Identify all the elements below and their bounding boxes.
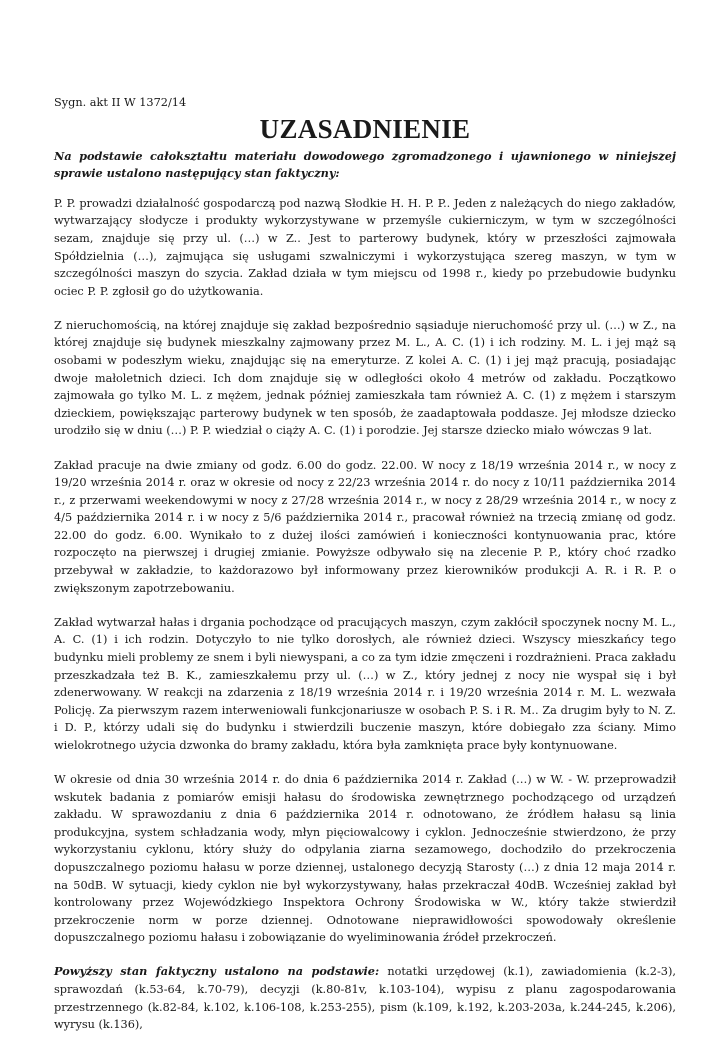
- paragraph: P. P. prowadzi działalność gospodarczą pod nazwą Słodkie H. H. P. P.. Jeden z należących do niego zakładów, wytwarzający słodycze i produkty wykorzystywane w przemyśle cukierniczym, w tym w szczególności sezam, znajduje się przy ul. (…) w Z.. Jest to parterowy budynek, który w przeszłości zajmowała Spółdzielnia (…), zajmująca się usługami szwalniczymi i wykorzystująca szereg maszyn, w tym w szczególności maszyn do szycia. Zakład działa w tym miejscu od 1998 r., kiedy po przebudowie budynku ociec P. P. zgłosił go do użytkowania.: [54, 196, 676, 298]
- paragraph: Zakład pracuje na dwie zmiany od godz. 6.00 do godz. 22.00. W nocy z 18/19 września 2014 r., w nocy z 19/20 września 2014 r. oraz w okresie od nocy z 22/23 września 2014 r. do nocy z 10/11 października 2014 r., z przerwami weekendowymi w nocy z 27/28 września 2014 r., w nocy z 28/29 września 2014 r., w nocy z 4/5 października 2014 r. i w nocy z 5/6 października 2014 r., pracował również na trzecią zmianę od godz. 22.00 do godz. 6.00. Wynikało to z dużej ilości zamówień i konieczności kontynuowania prac, które rozpoczęto na pierwszej i drugiej zmianie. Powyższe odbywało się na zlecenie P. P., który choć rzadko przebywał w zakładzie, to każdorazowo był informowany przez kierowników produkcji A. R. i R. P. o zwiększonym zapotrzebowaniu.: [54, 458, 676, 595]
- paragraph: W okresie od dnia 30 września 2014 r. do dnia 6 października 2014 r. Zakład (…) w W. - W. przeprowadził wskutek badania z pomiarów emisji hałasu do środowiska zewnętrznego pochodzącego od urządzeń zakładu. W sprawozdaniu z dnia 6 października 2014 r. odnotowano, że źródłem hałasu są linia produkcyjna, system schładzania wody, młyn pięciowalcowy i cyklon. Jednocześnie stwierdzono, że przy wykorzystaniu cyklonu, który służy do odpylania ziarna sezamowego, dochodziło do przekroczenia dopuszczalnego poziomu hałasu w porze dziennej, ustalonego decyzją Starosty (…) z dnia 12 maja 2014 r. na 50dB. W sytuacji, kiedy cyklon nie był wykorzystywany, hałas przekraczał 40dB. Wcześniej zakład był kontrolowany przez Wojewódzkiego Inspektora Ochrony Środowiska w W., który także stwierdził przekroczenie norm w porze dziennej. Odnotowane nieprawidłowości spowodowały określenie dopuszczalnego poziomu hałasu i zobowiązanie do wyeliminowania źródeł przekroczeń.: [54, 773, 676, 945]
- case-number: Sygn. akt II W 1372/14: [54, 96, 187, 109]
- evidence-paragraph: [54, 963, 676, 1033]
- lead-statement: Na podstawie całokształtu materiału dowodowego zgromadzonego i ujawnionego w niniejszej sprawie ustalono następujący stan faktyczny:: [54, 148, 676, 181]
- evidence-lead-in: Powyższy stan faktyczny ustalono na podstawie:: [54, 964, 380, 979]
- paragraph: Zakład wytwarzał hałas i drgania pochodzące od pracujących maszyn, czym zakłócił spoczynek nocny M. L., A. C. (1) i ich rodzin. Dotyczyło to nie tylko dorosłych, ale również dzieci. Wszyscy mieszkańcy tego budynku mieli problemy ze snem i byli niewyspani, a co za tym idzie zmęczeni i rozdrażnieni. Praca zakładu przeszkadzała też B. K., zamieszkałemu przy ul. (…) w Z., który jednej z nocy nie wyspał się i był zdenerwowany. W reakcji na zdarzenia z 18/19 września 2014 r. i 19/20 września 2014 r. M. L. wezwała Policję. Za pierwszym razem interweniowali funkcjonariusze w osobach P. S. i R. M.. Za drugim były to N. Z. i D. P., którzy udali się do budynku i stwierdzili buczenie maszyn, które dobiegało zza ściany. Mimo wielokrotnego użycia dzwonka do bramy zakładu, która była zamknięta prace były kontynuowane.: [54, 615, 676, 752]
- paragraph: Z nieruchomością, na której znajduje się zakład bezpośrednio sąsiaduje nieruchomość przy ul. (…) w Z., na której znajduje się budynek mieszkalny zajmowany przez M. L., A. C. (1) i ich rodziny. M. L. i jej mąż są osobami w podeszłym wieku, znajdując się na emeryturze. Z kolei A. C. (1) i jej mąż pracują, posiadając dwoje małoletnich dzieci. Ich dom znajduje się w odległości około 4 metrów od zakładu. Początkowo zajmowała go tylko M. L. z mężem, jednak później zamieszkała tam również A. C. (1) z mężem i starszym dzieckiem, powiększając parterowy budynek w ten sposób, że zaadaptowała poddasze. Jej młodsze dziecko urodziło się w dniu (…) P. P. wiedział o ciąży A. C. (1) i porodzie. Jej starsze dziecko miało wówczas 9 lat.: [54, 318, 676, 438]
- document-page: [54, 94, 676, 1050]
- page-title: UZASADNIENIE: [259, 113, 471, 144]
- evidence-list: notatki urzędowej (k.1), zawiadomienia (k.2-3), sprawozdań (k.53-64, k.70-79), decyzji (k.80-81v, k.103-104), wypisu z planu zagospodarowania przestrzennego (k.82-84, k.102, k.106-108, k.253-255), pism (k.109, k.192, k.203-203a, k.244-245, k.206), wyrysu (k.136),: [54, 965, 676, 1032]
